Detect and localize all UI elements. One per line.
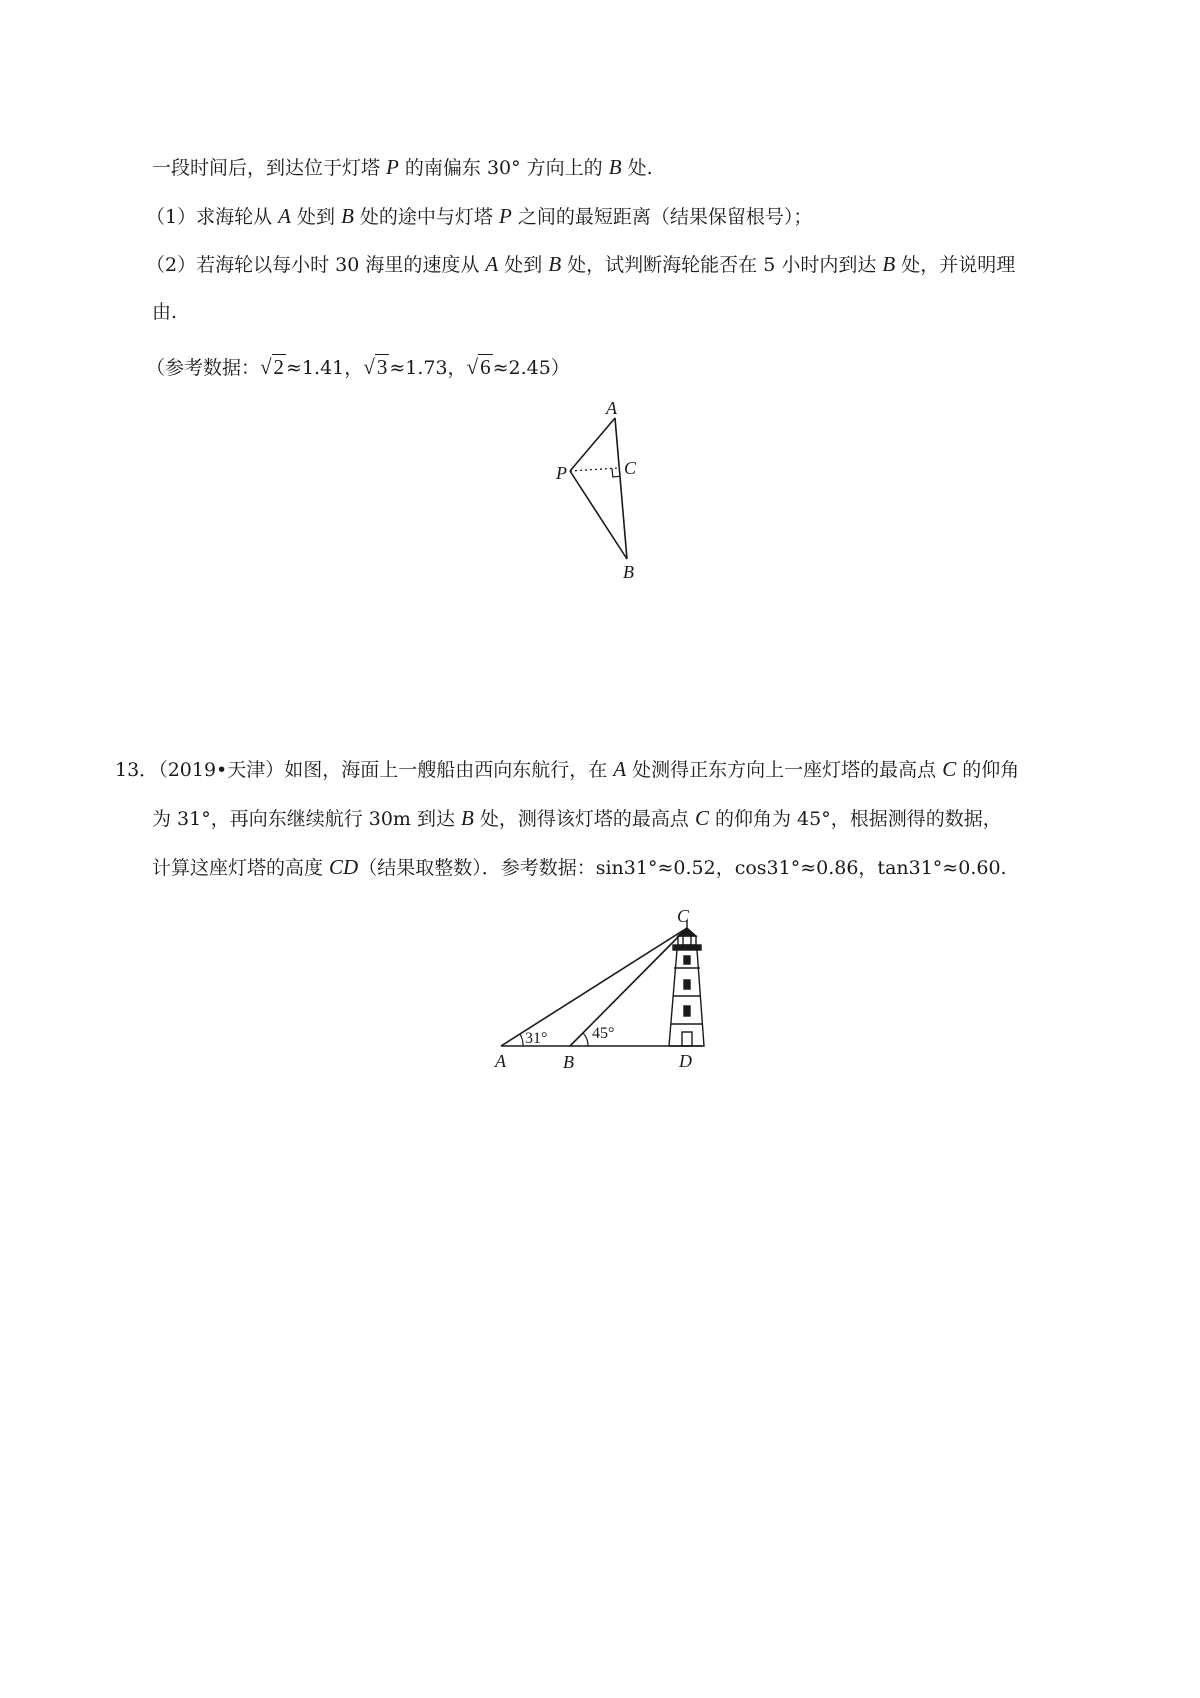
var-a: A [613,757,627,781]
label-b: B [623,562,634,582]
p12-line-1: 一段时间后，到达位于灯塔 P 的南偏东 30° 方向上的 B 处. [152,155,653,179]
sqrt-2: √2 [260,355,285,379]
label-a: A [495,1051,506,1071]
var-cd: CD [329,855,359,879]
segment-ap [570,418,615,471]
var-c: C [942,757,957,781]
label-d: D [679,1051,692,1071]
label-c: C [624,458,637,478]
p12-question-2-cont: 由. [152,301,178,323]
label-p: P [556,463,567,483]
var-a: A [485,252,499,276]
p12-question-1: （1）求海轮从 A 处到 B 处的途中与灯塔 P 之间的最短距离（结果保留根号）； [146,204,813,228]
p13-line-2: 为 31°，再向东继续航行 30m 到达 B 处，测得该灯塔的最高点 C 的仰角为 45°，根据测得的数据， [152,806,1002,830]
angle-label-31: 31° [525,1030,548,1047]
sqrt-3: √3 [363,355,388,379]
var-b: B [341,204,354,228]
var-a: A [278,204,291,228]
p13-line-3: 计算这座灯塔的高度 CD（结果取整数）．参考数据：sin31°≈0.52，cos31°≈0.86，tan31°≈0.60. [152,855,1007,879]
label-c: C [677,906,690,926]
angle-arc-a [520,1034,523,1046]
p13-line-1: 13．（2019•天津）如图，海面上一艘船由西向东航行，在 A 处测得正东方向上一座灯塔的最高点 C 的仰角 [115,757,1020,781]
sqrt-6: √6 [466,355,491,379]
p12-reference-data: （参考数据：√2 ≈1.41，√3 ≈1.73，√6 ≈2.45） [146,355,570,379]
p12-question-2: （2）若海轮以每小时 30 海里的速度从 A 处到 B 处，试判断海轮能否在 5 小时内到达 B 处，并说明理 [146,252,1016,276]
p12-figure [540,398,660,583]
var-p: P [498,204,512,228]
label-a: A [606,398,617,418]
p13-figure [485,906,735,1074]
var-b: B [882,252,896,276]
var-b: B [548,252,562,276]
problem-number: 13． [115,759,159,781]
var-p: P [386,155,399,179]
label-b: B [563,1052,574,1072]
segment-pb [570,471,627,559]
var-b: B [461,806,474,830]
var-b: B [608,155,622,179]
lighthouse-icon [669,920,704,1046]
angle-label-45: 45° [592,1025,615,1042]
angle-arc-b [583,1033,588,1046]
sight-line-bc [570,928,687,1046]
var-c: C [694,806,709,830]
segment-ab [615,418,627,559]
